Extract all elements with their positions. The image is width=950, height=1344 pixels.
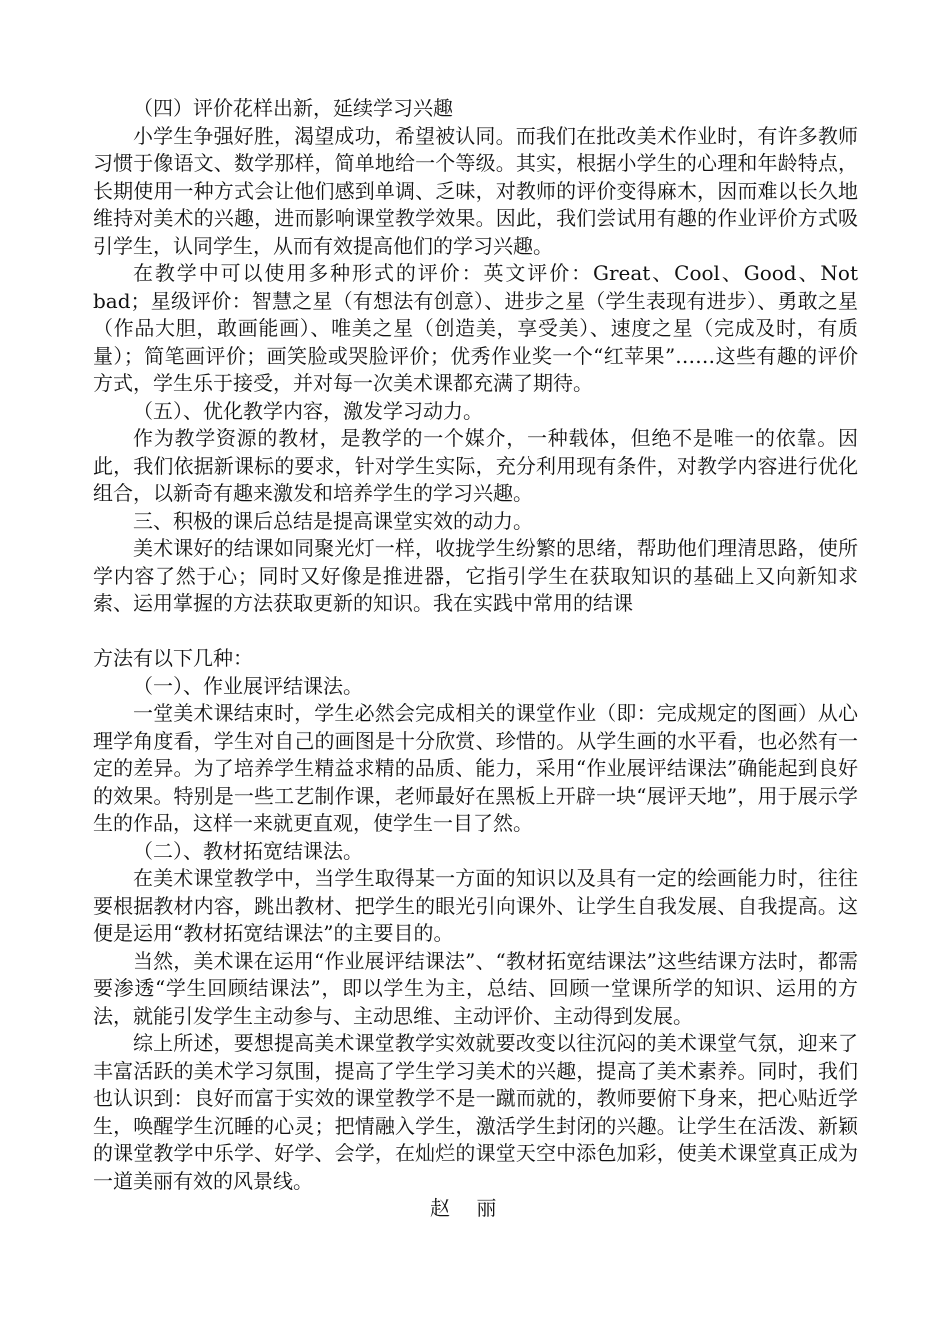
section-heading-five: （五）、优化教学内容，激发学习动力。 <box>133 398 483 423</box>
paragraph-textbook-resource: 作为教学资源的教材，是教学的一个媒介，一种载体，但绝不是唯一的依靠。因此，我们依据新课标的要求，针对学生实际，充分利用现有条件，对教学内容进行优化组合，以新奇有趣来激发和培养学生的学习兴趣。 <box>93 426 858 505</box>
subheading-exhibition-method: （一）、作业展评结课法。 <box>133 673 363 698</box>
author-name: 赵 丽 <box>430 1196 507 1220</box>
page-gap <box>93 618 858 646</box>
paragraph-evaluation-intro: 小学生争强好胜，渴望成功，希望被认同。而我们在批改美术作业时，有许多教师习惯于像语文、数学那样，简单地给一个等级。其实，根据小学生的心理和年龄特点，长期使用一种方式会让他们感到单调、乏味，对教师的评价变得麻木，因而难以长久地维持对美术的兴趣，进而影响课堂教学效果。因此，我们尝试用有趣的作业评价方式吸引学生，认同学生，从而有效提高他们的学习兴趣。 <box>93 123 858 258</box>
paragraph-review-method: 当然，美术课在运用“作业展评结课法”、“教材拓宽结课法”这些结课方法时，都需要渗透“学生回顾结课法”，即以学生为主，总结、回顾一堂课所学的知识、运用的方法，就能引发学生主动参与、主动思维、主动评价、主动得到发展。 <box>93 948 858 1028</box>
paragraph-textbook-extension: 在美术课堂教学中，当学生取得某一方面的知识以及具有一定的绘画能力时，往往要根据教材内容，跳出教材、把学生的眼光引向课外、让学生自我发展、自我提高。这便是运用“教材拓宽结课法”的主要目的。 <box>93 866 858 945</box>
paragraph-lesson-closing: 美术课好的结课如同聚光灯一样，收拢学生纷繁的思绪，帮助他们理清思路，使所学内容了然于心；同时又好像是推进器，它指引学生在获取知识的基础上又向新知求索、运用掌握的方法获取更新的知识。我在实践中常用的结课 <box>93 536 858 615</box>
paragraph-conclusion: 综上所述，要想提高美术课堂教学实效就要改变以往沉闷的美术课堂气氛，迎来了丰富活跃的美术学习氛围，提高了学生学习美术的兴趣，提高了美术素养。同时，我们也认识到：良好而富于实效的课堂教学不是一蹴而就的，教师要俯下身来，把心贴近学生，唤醒学生沉睡的心灵；把情融入学生，激活学生封闭的兴趣。让学生在活泼、新颖的课堂教学中乐学、好学、会学，在灿烂的课堂天空中添色加彩，使美术课堂真正成为一道美丽有效的风景线。 <box>93 1031 858 1193</box>
paragraph-lesson-closing-continued: 方法有以下几种： <box>93 646 253 670</box>
document-page <box>93 95 858 1223</box>
section-heading-four: （四）评价花样出新，延续学习兴趣 <box>133 96 453 120</box>
section-heading-three: 三、积极的课后总结是提高课堂实效的动力。 <box>133 508 533 533</box>
subheading-textbook-extension: （二）、教材拓宽结课法。 <box>133 838 363 863</box>
paragraph-evaluation-forms: 在教学中可以使用多种形式的评价：英文评价：Great、Cool、Good、Not bad；星级评价：智慧之星（有想法有创意）、进步之星（学生表现有进步）、勇敢之星（作品大胆，敢画能画）、唯美之星（创造美，享受美）、速度之星（完成及时，有质量）；简笔画评价；画笑脸或哭脸评价；优秀作业奖一个“红苹果”……这些有趣的评价方式，学生乐于接受，并对每一次美术课都充满了期待。 <box>93 261 858 395</box>
paragraph-exhibition-method: 一堂美术课结束时，学生必然会完成相关的课堂作业（即：完成规定的图画）从心理学角度看，学生对自己的画图是十分欣赏、珍惜的。从学生画的水平看，也必然有一定的差异。为了培养学生精益求精的品质、能力，采用“作业展评结课法”确能起到良好的效果。特别是一些工艺制作课，老师最好在黑板上开辟一块“展评天地”，用于展示学生的作品，这样一来就更直观，使学生一目了然。 <box>93 701 858 835</box>
